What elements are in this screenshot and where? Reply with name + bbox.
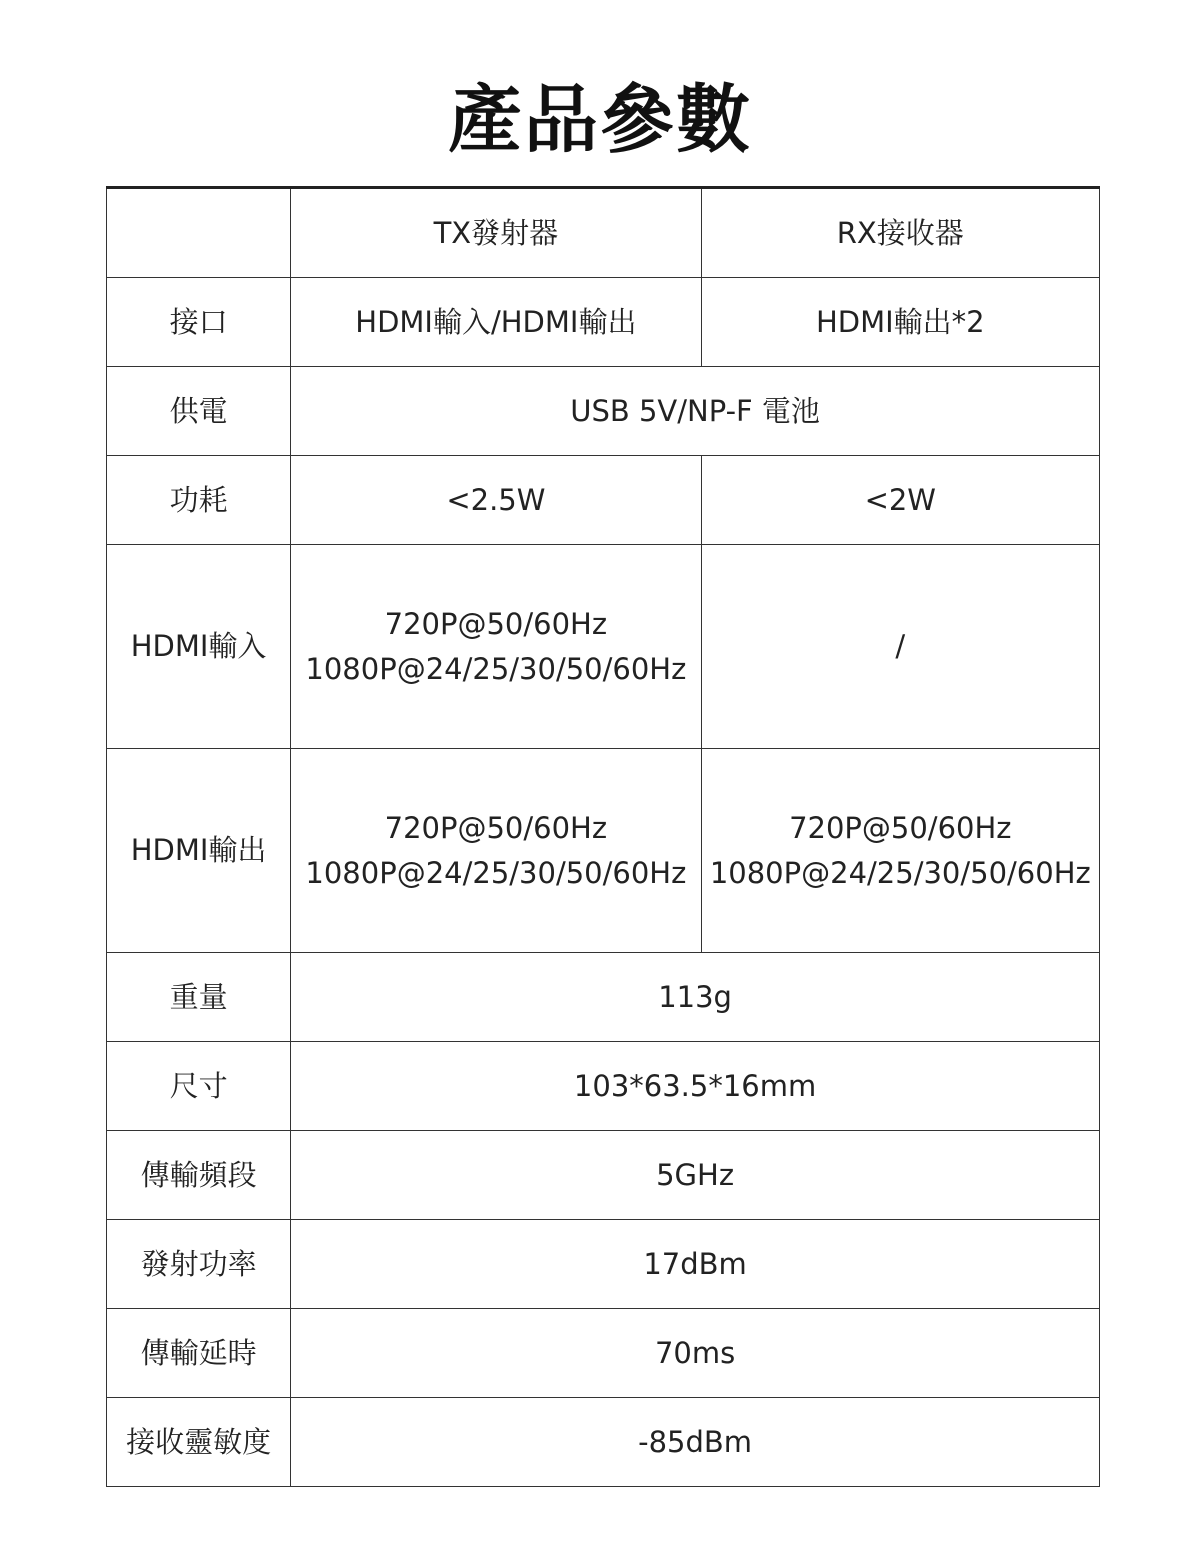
tx-value-line: 1080P@24/25/30/50/60Hz (305, 855, 687, 890)
table-row (107, 1398, 1100, 1487)
header-label-cell (107, 188, 291, 278)
spec-table (106, 186, 1100, 1487)
shared-value: -85dBm (291, 1398, 1100, 1487)
table-row (107, 1309, 1100, 1398)
row-label: HDMI輸入 (107, 545, 291, 749)
table-row (107, 278, 1100, 367)
table-row (107, 456, 1100, 545)
page-title: 產品參數 (448, 77, 752, 163)
row-label: 接口 (107, 278, 291, 367)
rx-value (701, 749, 1099, 953)
row-label: 供電 (107, 367, 291, 456)
row-label: 接收靈敏度 (107, 1398, 291, 1487)
tx-value (291, 749, 701, 953)
tx-value-line: 1080P@24/25/30/50/60Hz (305, 651, 687, 686)
table-row (107, 545, 1100, 749)
shared-value: 70ms (291, 1309, 1100, 1398)
header-tx-cell: TX發射器 (291, 188, 701, 278)
table-row (107, 1042, 1100, 1131)
shared-value: 113g (291, 953, 1100, 1042)
table-row (107, 367, 1100, 456)
rx-value-line: 1080P@24/25/30/50/60Hz (709, 855, 1091, 890)
tx-value-line: 720P@50/60Hz (384, 606, 608, 641)
header-rx-cell: RX接收器 (701, 188, 1099, 278)
rx-value: HDMI輸出*2 (701, 278, 1099, 367)
row-label: 傳輸延時 (107, 1309, 291, 1398)
row-label: 重量 (107, 953, 291, 1042)
row-label: 尺寸 (107, 1042, 291, 1131)
tx-value (291, 545, 701, 749)
table-row (107, 953, 1100, 1042)
rx-value: <2W (701, 456, 1099, 545)
row-label: 發射功率 (107, 1220, 291, 1309)
rx-value: / (701, 545, 1099, 749)
row-label: 傳輸頻段 (107, 1131, 291, 1220)
row-label: 功耗 (107, 456, 291, 545)
tx-value-line: 720P@50/60Hz (384, 810, 608, 845)
tx-value: <2.5W (291, 456, 701, 545)
table-row (107, 1220, 1100, 1309)
tx-value: HDMI輸入/HDMI輸出 (291, 278, 701, 367)
table-row (107, 1131, 1100, 1220)
table-header-row (107, 188, 1100, 278)
shared-value: 5GHz (291, 1131, 1100, 1220)
table-row (107, 749, 1100, 953)
shared-value: 103*63.5*16mm (291, 1042, 1100, 1131)
shared-value: 17dBm (291, 1220, 1100, 1309)
rx-value-line: 720P@50/60Hz (789, 810, 1012, 845)
row-label: HDMI輸出 (107, 749, 291, 953)
shared-value: USB 5V/NP-F 電池 (291, 367, 1100, 456)
